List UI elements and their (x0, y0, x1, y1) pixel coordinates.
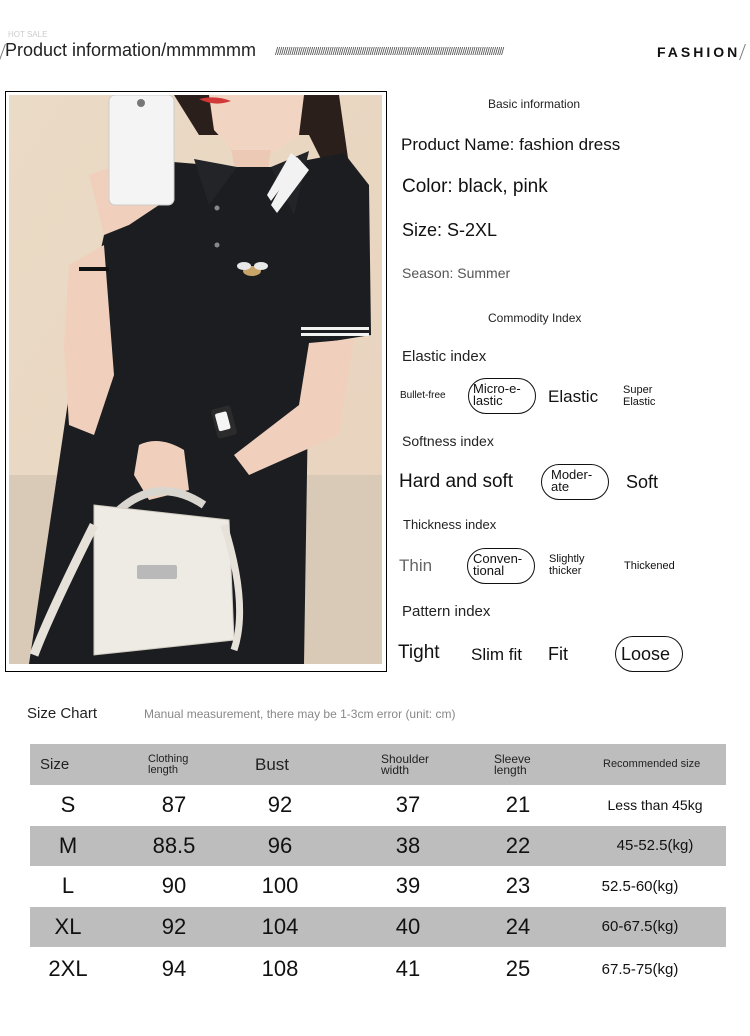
thickness-option-label: Thickened (624, 560, 675, 572)
cell-bust: 100 (261, 873, 299, 899)
table-row (30, 866, 726, 907)
cell-recommended: 52.5-60(kg) (601, 877, 679, 895)
pattern-option-loose (621, 644, 670, 665)
cell-recommended: 67.5-75(kg) (601, 960, 679, 978)
cell-bust: 104 (261, 913, 299, 939)
header-size: Size (40, 756, 70, 773)
softness-option-moderate (551, 469, 592, 493)
cell-size: 2XL (48, 956, 88, 981)
product-photo (9, 95, 382, 664)
table-row (30, 907, 726, 948)
table-row (30, 947, 726, 991)
thickness-index-title: Thickness index (403, 517, 497, 532)
cell-length: 88.5 (152, 832, 196, 858)
size-table-header (30, 744, 726, 785)
table-row (30, 826, 726, 867)
cell-recommended: 45-52.5(kg) (616, 837, 694, 855)
cell-bust: 96 (267, 832, 293, 858)
elastic-option-label: Micro-e- lastic (473, 381, 521, 408)
softness-option-label: Soft (626, 472, 659, 492)
cell-sleeve: 24 (505, 913, 531, 939)
elastic-option-label: Elastic (548, 387, 599, 406)
product-size: Size: S-2XL (402, 220, 498, 240)
brand-label: FASHION (657, 44, 741, 60)
thickness-option-thin (399, 556, 432, 576)
elastic-option-elastic (548, 387, 598, 407)
size-table (30, 744, 726, 991)
softness-option-hard (399, 471, 513, 493)
cell-length: 90 (161, 873, 187, 899)
elastic-option-label: Bullet-free (400, 390, 446, 401)
cell-sleeve: 21 (505, 792, 531, 818)
header-sleeve-length: Sleeve length (494, 751, 531, 777)
pattern-option-fit (548, 644, 568, 665)
thickness-option-label: Conven- tional (473, 551, 523, 578)
cell-length: 87 (161, 792, 187, 818)
product-color: Color: black, pink (402, 176, 548, 197)
thickness-option-conventional (473, 553, 522, 577)
product-name: Product Name: fashion dress (401, 135, 621, 154)
pattern-option-label: Fit (548, 644, 568, 664)
header-right-tick (739, 44, 749, 60)
cell-size: XL (54, 913, 82, 939)
cell-shoulder: 39 (395, 873, 421, 899)
product-season: Season: Summer (402, 265, 511, 281)
cell-shoulder: 40 (395, 913, 421, 939)
thickness-option-slightly (549, 553, 584, 577)
cell-sleeve: 25 (505, 956, 531, 981)
pattern-option-slim (471, 645, 522, 665)
cell-length: 94 (161, 956, 187, 981)
pattern-option-label: Loose (621, 644, 671, 664)
header-shoulder-width: Shoulder width (381, 751, 430, 777)
elastic-option-super (623, 384, 655, 408)
elastic-option-bullet-free (400, 390, 446, 401)
cell-recommended: 60-67.5(kg) (601, 918, 679, 936)
cell-length: 92 (161, 913, 187, 939)
header-divider: /////////////////////////////////////////////////////////////////////////////////////////////////////////////// (275, 46, 504, 58)
pattern-option-label: Tight (398, 642, 440, 663)
commodity-index-heading: Commodity Index (488, 311, 582, 325)
cell-bust: 108 (261, 956, 299, 981)
thickness-option-thickened (624, 560, 675, 572)
softness-index-title: Softness index (402, 433, 494, 449)
header-bust: Bust (255, 755, 290, 774)
pattern-index-title: Pattern index (402, 603, 491, 620)
header-recommended-size: Recommended size (603, 758, 701, 770)
softness-option-label: Moder- ate (551, 467, 593, 494)
elastic-index-title: Elastic index (402, 348, 487, 365)
cell-recommended: Less than 45kg (607, 797, 703, 814)
elastic-option-micro (473, 383, 521, 407)
softness-option-soft (626, 472, 658, 493)
size-chart-note: Manual measurement, there may be 1-3cm error (unit: cm) (144, 707, 456, 721)
cell-size: M (58, 832, 78, 858)
size-chart-title: Size Chart (27, 705, 98, 722)
thickness-option-label: Slightly thicker (549, 553, 585, 577)
thickness-option-label: Thin (399, 556, 433, 575)
pattern-option-label: Slim fit (471, 645, 522, 664)
cell-shoulder: 38 (395, 832, 421, 858)
table-row (30, 785, 726, 826)
header-faint-text: HOT SALE (8, 30, 48, 39)
cell-size: L (61, 873, 75, 899)
page-title: Product information/mmmmmm (5, 40, 257, 60)
cell-bust: 92 (267, 792, 293, 818)
cell-size: S (60, 792, 76, 818)
basic-info-heading: Basic information (488, 97, 581, 111)
elastic-option-label: Super Elastic (623, 384, 656, 408)
cell-shoulder: 41 (395, 956, 421, 981)
pattern-option-tight (398, 642, 440, 664)
softness-option-label: Hard and soft (399, 471, 514, 492)
cell-sleeve: 22 (505, 832, 531, 858)
header-clothing-length: Clothing length (148, 752, 189, 776)
cell-shoulder: 37 (395, 792, 421, 818)
cell-sleeve: 23 (505, 873, 531, 899)
